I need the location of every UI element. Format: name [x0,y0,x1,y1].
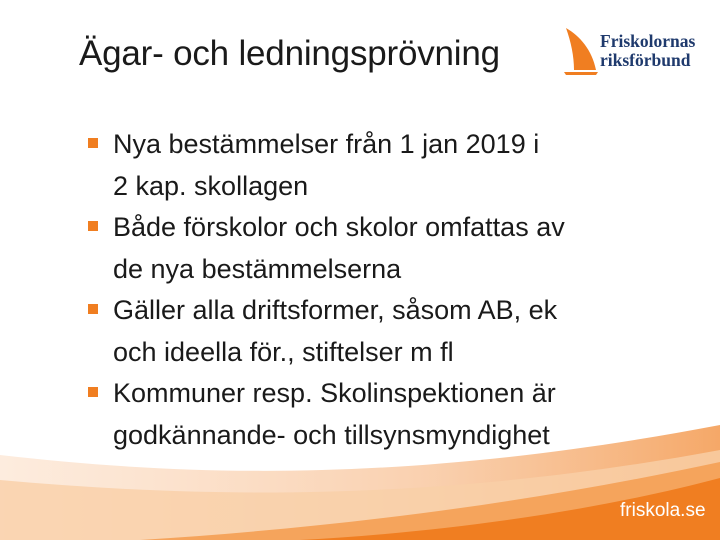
bullet-item [88,124,688,207]
bullet-line: Gäller alla driftsformer, såsom AB, ek [113,295,558,325]
bullet-list [88,124,688,456]
square-bullet-icon [88,387,98,397]
bullet-line: och ideella för., stiftelser m fl [113,336,454,367]
bullet-line: de nya bestämmelserna [113,253,402,284]
bullet-line: godkännande- och tillsynsmyndighet [113,419,550,450]
square-bullet-icon [88,304,98,314]
bullet-item [88,207,688,290]
square-bullet-icon [88,138,98,148]
bullet-line: Både förskolor och skolor omfattas av [113,212,565,242]
footer-url: friskola.se [620,500,706,521]
orange-sail-icon [562,26,602,78]
slide-title: Ägar- och ledningsprövning [79,34,500,73]
bullet-item [88,290,688,373]
logo-line-1: Friskolornas [600,31,696,51]
bullet-line: Kommuner resp. Skolinspektionen är [113,378,556,408]
bullet-item [88,373,688,456]
logo-text [600,32,695,70]
bullet-line: 2 kap. skollagen [113,170,309,201]
bullet-line: Nya bestämmelser från 1 jan 2019 i [113,129,540,159]
logo-line-2: riksförbund [600,50,691,70]
friskolornas-logo [562,26,702,78]
square-bullet-icon [88,221,98,231]
